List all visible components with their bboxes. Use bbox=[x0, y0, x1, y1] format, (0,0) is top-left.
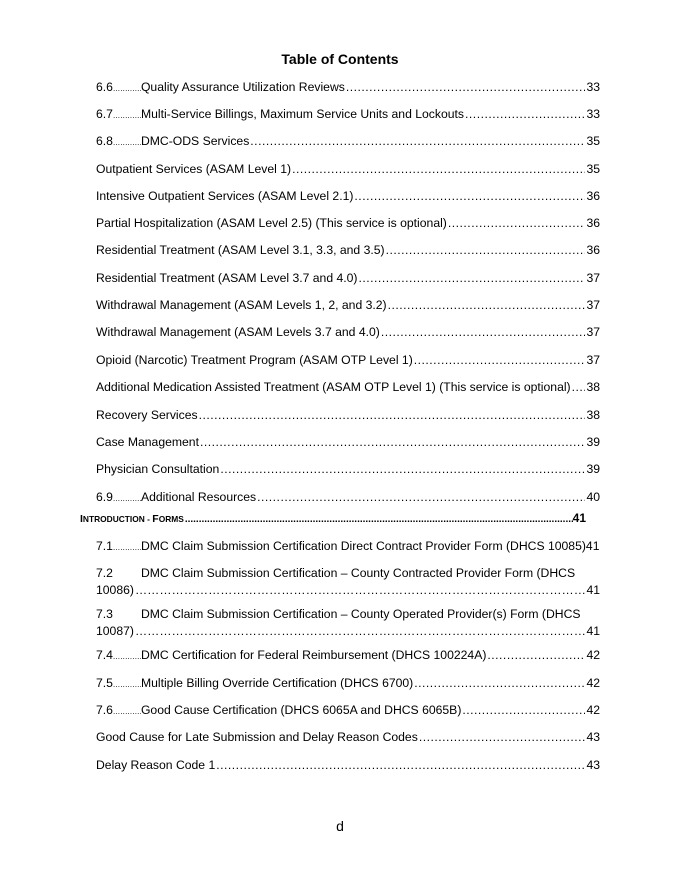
entry-page: 37 bbox=[586, 325, 600, 339]
toc-section-heading[interactable]: I NTRODUCTION - F ORMS ..... 41 bbox=[80, 511, 586, 527]
toc-entry[interactable] bbox=[96, 758, 600, 773]
entry-title: Intensive Outpatient Services (ASAM Level 2.1) bbox=[96, 189, 354, 203]
entry-title: Recovery Services bbox=[96, 408, 198, 422]
toc-entry[interactable] bbox=[96, 325, 600, 340]
toc-entry[interactable] bbox=[96, 730, 600, 745]
entry-number: 7.2 bbox=[96, 566, 113, 580]
entry-page: 35 bbox=[586, 162, 600, 176]
toc-entry[interactable] bbox=[96, 380, 600, 395]
entry-page: 38 bbox=[586, 408, 600, 422]
entry-title: Residential Treatment (ASAM Level 3.1, 3.3, and 3.5) bbox=[96, 243, 385, 257]
entry-title: Withdrawal Management (ASAM Levels 3.7 and 4.0) bbox=[96, 325, 380, 339]
entry-number: 6.6 bbox=[96, 80, 113, 94]
toc-entry[interactable] bbox=[96, 353, 600, 368]
entry-page: 40 bbox=[586, 490, 600, 504]
toc-entry[interactable] bbox=[96, 162, 600, 177]
entry-page: 38 bbox=[586, 380, 600, 394]
section-page: 41 bbox=[572, 511, 586, 525]
toc-entry[interactable] bbox=[96, 490, 600, 506]
entry-page: 35 bbox=[586, 134, 600, 148]
entry-page: 39 bbox=[586, 435, 600, 449]
entry-page: 37 bbox=[586, 298, 600, 312]
entry-page: 43 bbox=[586, 730, 600, 744]
entry-page: 42 bbox=[586, 703, 600, 717]
entry-title: DMC Claim Submission Certification – County Operated Provider(s) Form (DHCS bbox=[140, 607, 581, 621]
entry-title: Good Cause for Late Submission and Delay Reason Codes bbox=[96, 730, 418, 744]
entry-page: 41 bbox=[586, 583, 600, 597]
entry-title: Good Cause Certification (DHCS 6065A and DHCS 6065B) bbox=[140, 703, 462, 717]
entry-page: 33 bbox=[586, 80, 600, 94]
toc-entry[interactable] bbox=[96, 107, 600, 123]
entry-title: Additional Medication Assisted Treatment (ASAM OTP Level 1) (This service is optional) bbox=[96, 380, 571, 394]
toc-entry[interactable] bbox=[96, 189, 600, 204]
entry-page: 43 bbox=[586, 758, 600, 772]
entry-title: Opioid (Narcotic) Treatment Program (ASAM OTP Level 1) bbox=[96, 353, 413, 367]
toc-entry[interactable] bbox=[96, 134, 600, 150]
entry-title-continued: 10086) bbox=[96, 583, 134, 597]
entry-page: 36 bbox=[586, 243, 600, 257]
toc-entry[interactable] bbox=[96, 298, 600, 313]
toc-entry[interactable] bbox=[96, 566, 600, 598]
entry-number: 6.9 bbox=[96, 490, 113, 504]
entry-title-continued: 10087) bbox=[96, 624, 134, 638]
entry-title: DMC-ODS Services bbox=[140, 134, 250, 148]
toc-entry[interactable] bbox=[96, 676, 600, 692]
entry-page: 33 bbox=[586, 107, 600, 121]
entry-number: 7.6 bbox=[96, 703, 113, 717]
page-number: d bbox=[336, 818, 344, 834]
entry-page: 36 bbox=[586, 189, 600, 203]
entry-title: Multiple Billing Override Certification (DHCS 6700) bbox=[140, 676, 414, 690]
entry-title: Case Management bbox=[96, 435, 199, 449]
entry-title: DMC Claim Submission Certification Direct Contract Provider Form (DHCS 10085) bbox=[140, 539, 586, 553]
page-title: Table of Contents bbox=[281, 51, 399, 67]
entry-title: Residential Treatment (ASAM Level 3.7 and 4.0) bbox=[96, 271, 358, 285]
entry-title: Delay Reason Code 1 bbox=[96, 758, 216, 772]
entry-page: 37 bbox=[586, 353, 600, 367]
toc-entry[interactable] bbox=[96, 271, 600, 286]
toc-entry[interactable] bbox=[96, 648, 600, 664]
entry-page: 37 bbox=[586, 271, 600, 285]
entry-number: 7.1 bbox=[96, 539, 113, 553]
toc-entry[interactable] bbox=[96, 462, 600, 477]
entry-page: 39 bbox=[586, 462, 600, 476]
toc-entry[interactable] bbox=[96, 243, 600, 258]
entry-title: DMC Certification for Federal Reimbursement (DHCS 100224A) bbox=[140, 648, 487, 662]
entry-title: Withdrawal Management (ASAM Levels 1, 2, and 3.2) bbox=[96, 298, 387, 312]
entry-title: Physician Consultation bbox=[96, 462, 220, 476]
toc-entry[interactable] bbox=[96, 408, 600, 423]
entry-title: Partial Hospitalization (ASAM Level 2.5) (This service is optional) bbox=[96, 216, 447, 230]
entry-page: 36 bbox=[586, 216, 600, 230]
entry-number: 6.8 bbox=[96, 134, 113, 148]
entry-number: 7.5 bbox=[96, 676, 113, 690]
toc-entry[interactable] bbox=[96, 539, 600, 555]
toc-entry[interactable] bbox=[96, 80, 600, 96]
toc-entry[interactable] bbox=[96, 435, 600, 450]
entry-number: 6.7 bbox=[96, 107, 113, 121]
entry-page: 42 bbox=[586, 676, 600, 690]
entry-title: Outpatient Services (ASAM Level 1) bbox=[96, 162, 292, 176]
entry-title: Quality Assurance Utilization Reviews bbox=[140, 80, 345, 94]
toc-entry[interactable] bbox=[96, 216, 600, 231]
entry-number: 7.4 bbox=[96, 648, 113, 662]
entry-title: Additional Resources bbox=[140, 490, 257, 504]
entry-title: DMC Claim Submission Certification – County Contracted Provider Form (DHCS bbox=[140, 566, 576, 580]
entry-page: 41 bbox=[585, 539, 600, 553]
toc-entry[interactable] bbox=[96, 703, 600, 719]
entry-number: 7.3 bbox=[96, 607, 113, 621]
entry-page: 42 bbox=[586, 648, 600, 662]
entry-title: Multi-Service Billings, Maximum Service Units and Lockouts bbox=[140, 107, 465, 121]
toc-entry[interactable] bbox=[96, 607, 600, 639]
entry-page: 41 bbox=[586, 624, 600, 638]
